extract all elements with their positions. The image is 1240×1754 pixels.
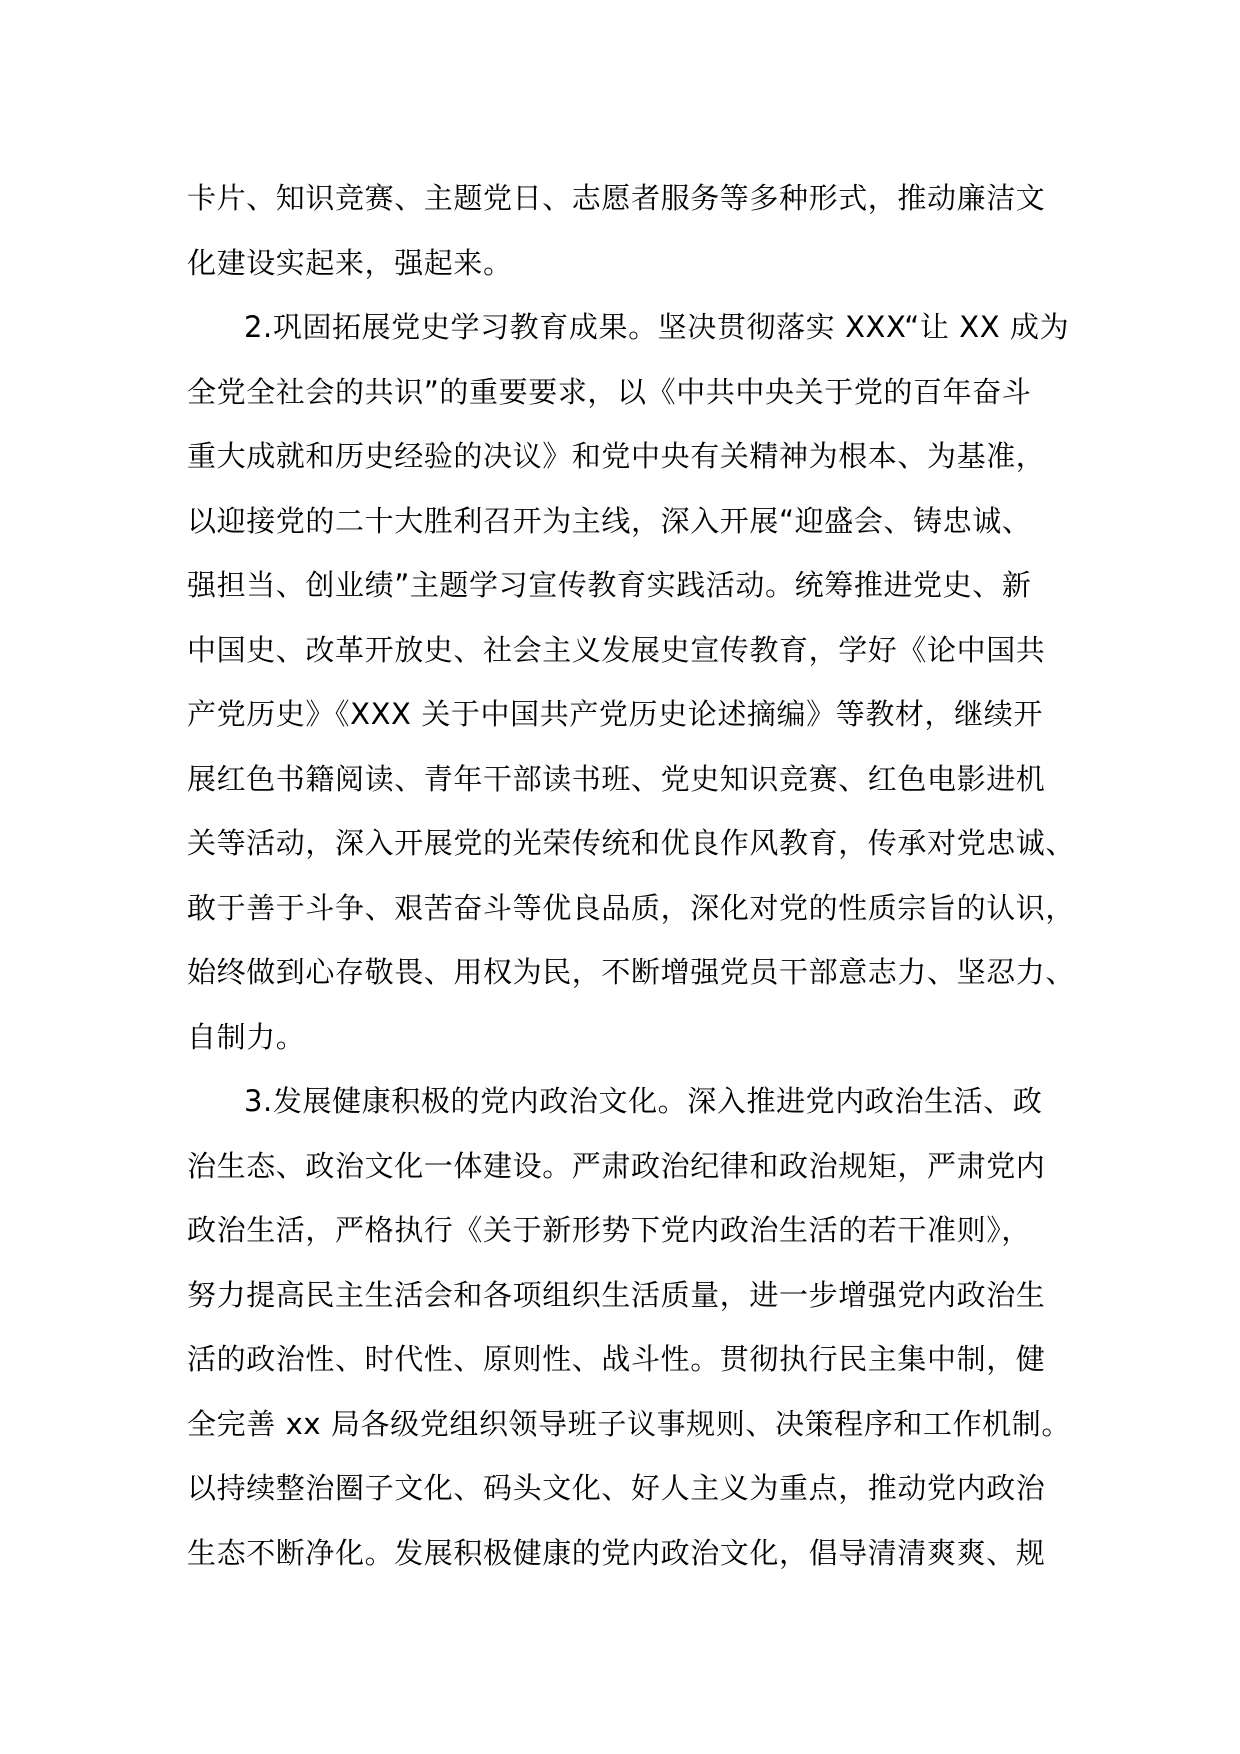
text-line: 以迎接党的二十大胜利召开为主线，深入开展“迎盛会、铸忠诚、	[187, 503, 1032, 538]
text-line: 全党全社会的共识”的重要要求，以《中共中央关于党的百年奋斗	[187, 374, 1032, 409]
text-line: 治生态、政治文化一体建设。严肃政治纪律和政治规矩，严肃党内	[187, 1148, 1046, 1183]
document-body	[187, 166, 1087, 1585]
text-line: 以持续整治圈子文化、码头文化、好人主义为重点，推动党内政治	[187, 1471, 1046, 1505]
text-line: 卡片、知识竞赛、主题党日、志愿者服务等多种形式，推动廉洁文	[187, 181, 1046, 215]
paragraph-first-line: 3.发展健康积极的党内政治文化。深入推进党内政治生活、政	[244, 1084, 1043, 1118]
text-line: 自制力。	[187, 1019, 306, 1054]
text-line: 敢于善于斗争、艰苦奋斗等优良品质，深化对党的性质宗旨的认识，	[187, 890, 1076, 925]
text-line: 重大成就和历史经验的决议》和党中央有关精神为根本、为基准，	[187, 439, 1046, 473]
text-line: 生态不断净化。发展积极健康的党内政治文化，倡导清清爽爽、规	[187, 1535, 1046, 1570]
text-line: 政治生活，严格执行《关于新形势下党内政治生活的若干准则》，	[187, 1213, 1031, 1247]
text-line: 始终做到心存敬畏、用权为民，不断增强党员干部意志力、坚忍力、	[187, 955, 1076, 989]
text-line: 努力提高民主生活会和各项组织生活质量，进一步增强党内政治生	[187, 1277, 1046, 1312]
text-line: 产党历史》《XXX 关于中国共产党历史论述摘编》等教材，继续开	[187, 697, 1043, 731]
text-line: 全完善 xx 局各级党组织领导班子议事规则、决策程序和工作机制。	[187, 1406, 1071, 1441]
text-line: 活的政治性、时代性、原则性、战斗性。贯彻执行民主集中制，健	[187, 1342, 1046, 1376]
text-line: 化建设实起来，强起来。	[187, 245, 513, 280]
text-line: 关等活动，深入开展党的光荣传统和优良作风教育，传承对党忠诚、	[187, 826, 1076, 860]
text-line: 展红色书籍阅读、青年干部读书班、党史知识竞赛、红色电影进机	[187, 761, 1046, 796]
paragraph-first-line: 2.巩固拓展党史学习教育成果。坚决贯彻落实 XXX“让 XX 成为	[244, 310, 1070, 344]
text-line: 强担当、创业绩”主题学习宣传教育实践活动。统筹推进党史、新	[187, 568, 1032, 602]
text-line: 中国史、改革开放史、社会主义发展史宣传教育，学好《论中国共	[187, 632, 1046, 667]
